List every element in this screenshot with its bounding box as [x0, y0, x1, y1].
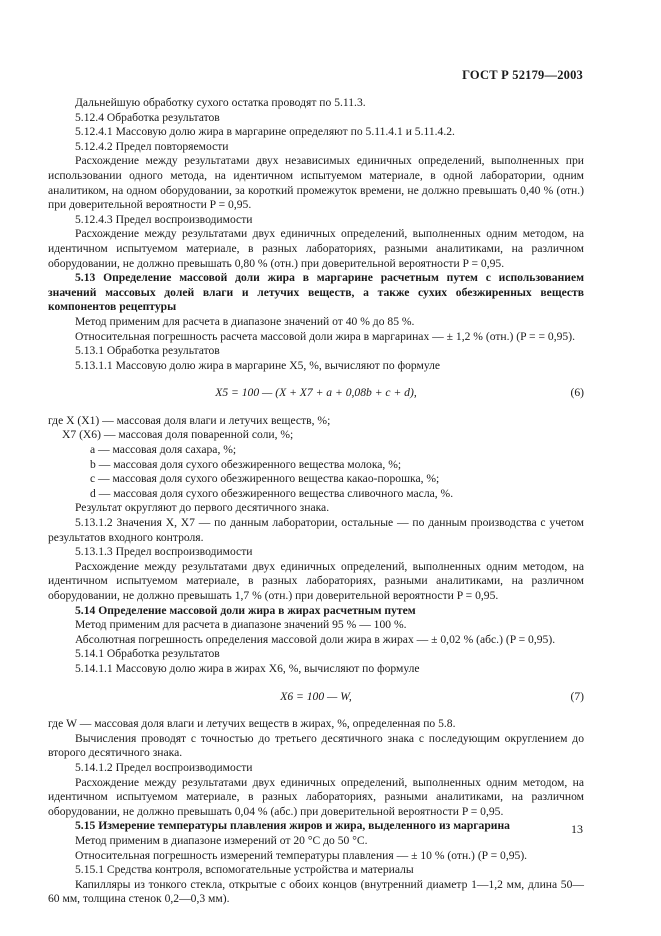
- paragraph: 5.12.4.1 Массовую долю жира в маргарине определяют по 5.11.4.1 и 5.11.4.2.: [75, 125, 455, 139]
- paragraph: Абсолютная погрешность определения массовой доли жира в жирах — ± 0,02 % (абс.) (P = 0,95).: [75, 632, 556, 646]
- paragraph: Результат округляют до первого десятичного знака.: [75, 501, 330, 515]
- subsection-heading: 5.14.1 Обработка результатов: [75, 647, 220, 661]
- section-heading-5-14: 5.14 Определение массовой доли жира в жирах расчетным путем: [75, 603, 416, 617]
- formula-6-expression: X5 = 100 — (X + X7 + a + 0,08b + c + d),: [215, 386, 417, 400]
- subsection-heading: 5.12.4.3 Предел воспроизводимости: [75, 212, 253, 226]
- paragraph: Относительная погрешность измерений температуры плавления — ± 10 % (отн.) (P = 0,95).: [75, 848, 528, 862]
- definition: d — массовая доля сухого обезжиренного вещества сливочного масла, %.: [90, 486, 454, 500]
- definition: где W — массовая доля влаги и летучих веществ в жирах, %, определенная по 5.8.: [48, 717, 456, 731]
- subsection-heading: 5.12.4 Обработка результатов: [75, 110, 220, 124]
- paragraph: Метод применим для расчета в диапазоне значений 95 % — 100 %.: [75, 618, 407, 632]
- subsection-heading: 5.14.1.2 Предел воспроизводимости: [75, 760, 253, 774]
- paragraph: Расхождение между результатами двух единичных определений, выполненных одним методом, на идентичном испытуемом материале, в разных лабораториях, разными аналитиками, на различном оборудовании, не должно превышать 0,04 % (абс.) при доверительной вероятности P = 0,95.: [48, 775, 584, 818]
- paragraph: 5.13.1.1 Массовую долю жира в маргарине X5, %, вычисляют по формуле: [75, 358, 441, 372]
- definition: X7 (X6) — массовая доля поваренной соли, %;: [62, 428, 294, 442]
- paragraph: Капилляры из тонкого стекла, открытые с обоих концов (внутренний диаметр 1—1,2 мм, длина 50—60 мм, толщина стенок 0,2—0,3 мм).: [48, 877, 584, 906]
- formula-6: [48, 386, 584, 401]
- paragraph: Дальнейшую обработку сухого остатка проводят по 5.11.3.: [75, 96, 366, 109]
- definition: c — массовая доля сухого обезжиренного вещества какао-порошка, %;: [90, 472, 440, 486]
- definition: a — массовая доля сахара, %;: [90, 443, 237, 457]
- formula-7-expression: X6 = 100 — W,: [280, 689, 352, 703]
- paragraph: Вычисления проводят с точностью до третьего десятичного знака с последующим округлением до второго десятичного знака.: [48, 731, 584, 760]
- definition: где X (X1) — массовая доля влаги и летучих веществ, %;: [48, 413, 331, 427]
- paragraph: Расхождение между результатами двух единичных определений, выполненных одним методом, на идентичном испытуемом материале, в разных лабораториях, разными аналитиками, на различном оборудовании, не должно превышать 1,7 % (отн.) при доверительной вероятности P = 0,95.: [48, 559, 584, 602]
- section-heading-5-13: 5.13 Определение массовой доли жира в маргарине расчетным путем с использованием значений массовых долей влаги и летучих веществ, а также сухих обезжиренных веществ компонентов рецептуры: [48, 271, 584, 314]
- definition: b — массовая доля сухого обезжиренного вещества молока, %;: [90, 457, 402, 471]
- paragraph: 5.13.1.2 Значения X, X7 — по данным лаборатории, остальные — по данным производства с учетом результатов входного контроля.: [48, 516, 584, 544]
- subsection-heading: 5.15.1 Средства контроля, вспомогательные устройства и материалы: [75, 863, 414, 877]
- paragraph: Расхождение между результатами двух независимых единичных определений, выполненных при использовании одного метода, на идентичном испытуемом материале, в одной лаборатории, одним аналитиком, на одном оборудовании, за короткий промежуток времени, не должно превышать 0,40 % (отн.) при доверительной вероятности P = 0,95.: [48, 154, 584, 212]
- formula-7-number: (7): [570, 689, 584, 703]
- subsection-heading: 5.13.1 Обработка результатов: [75, 344, 220, 358]
- subsection-heading: 5.13.1.3 Предел воспроизводимости: [75, 545, 253, 559]
- paragraph: Метод применим для расчета в диапазоне значений от 40 % до 85 %.: [75, 314, 415, 328]
- page-number: 13: [571, 822, 583, 836]
- formula-6-number: (6): [570, 386, 584, 400]
- paragraph: Расхождение между результатами двух единичных определений, выполненных одним методом, на идентичном испытуемом материале, в разных лабораториях, разными аналитиками, на различном оборудовании, не должно превышать 0,80 % (отн.) при доверительной вероятности P = 0,95.: [48, 227, 584, 270]
- paragraph: Метод применим в диапазоне измерений от 20 °С до 50 °С.: [75, 833, 368, 847]
- section-heading-5-15: 5.15 Измерение температуры плавления жиров и жира, выделенного из маргарина: [75, 819, 510, 833]
- paragraph: 5.14.1.1 Массовую долю жира в жирах X6, %, вычисляют по формуле: [75, 661, 420, 675]
- paragraph: Относительная погрешность расчета массовой доли жира в маргаринах — ± 1,2 % (отн.) (P = = 0,95).: [75, 329, 575, 343]
- formula-7: [48, 690, 584, 705]
- document-body: [48, 96, 584, 907]
- formula-6-definitions: [48, 414, 584, 502]
- document-header: ГОСТ Р 52179—2003: [462, 68, 583, 82]
- subsection-heading: 5.12.4.2 Предел повторяемости: [75, 139, 229, 153]
